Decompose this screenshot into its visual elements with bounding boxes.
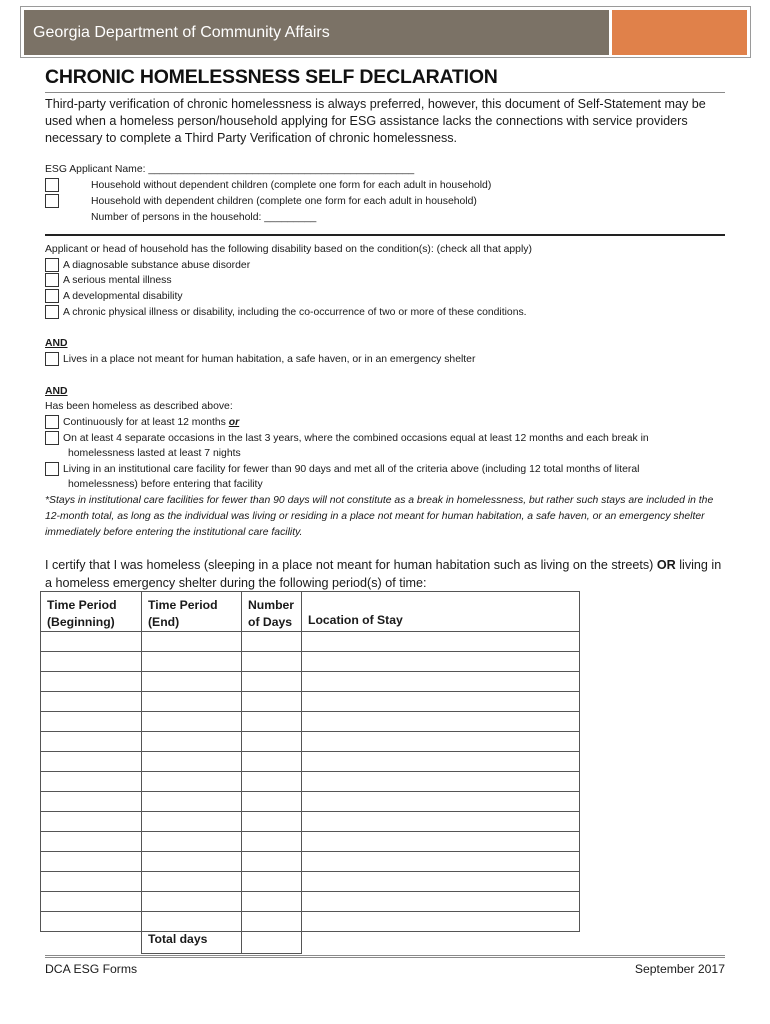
- mental-illness-checkbox[interactable]: [45, 273, 59, 287]
- location-cell[interactable]: [302, 632, 580, 652]
- four-occasions-label-line2: homelessness lasted at least 7 nights: [68, 448, 241, 459]
- days-cell[interactable]: [242, 812, 302, 832]
- days-cell[interactable]: [242, 772, 302, 792]
- end-date-cell[interactable]: [142, 832, 242, 852]
- begin-date-cell[interactable]: [41, 652, 142, 672]
- four-occasions-label-line1: On at least 4 separate occasions in the last 3 years, where the combined occasions equal at least 12 months and each break in: [63, 433, 649, 444]
- developmental-disability-label: A developmental disability: [63, 291, 183, 302]
- col-time-period-end: Time Period (End): [142, 592, 242, 632]
- total-days-label: Total days: [142, 932, 242, 954]
- table-row: [41, 712, 580, 732]
- total-days-cell[interactable]: [242, 932, 302, 954]
- end-date-cell[interactable]: [142, 632, 242, 652]
- begin-date-cell[interactable]: [41, 772, 142, 792]
- continuous-12-months-label: [63, 415, 239, 431]
- begin-date-cell[interactable]: [41, 892, 142, 912]
- homeless-periods-table: [40, 591, 580, 954]
- end-date-cell[interactable]: [142, 752, 242, 772]
- physical-illness-checkbox[interactable]: [45, 305, 59, 319]
- begin-date-cell[interactable]: [41, 912, 142, 932]
- certification-statement: [45, 556, 725, 592]
- household-with-children-label: Household with dependent children (complete one form for each adult in household): [91, 196, 477, 207]
- footer-form-name: DCA ESG Forms: [45, 962, 138, 976]
- persons-in-household-field[interactable]: Number of persons in the household: _________: [91, 212, 317, 223]
- applicant-name-field[interactable]: ESG Applicant Name: ______________________________________________: [45, 164, 415, 175]
- institutional-care-label-line2: homelessness) before entering that facility: [68, 479, 263, 490]
- table-row: [41, 692, 580, 712]
- footer-divider: [45, 955, 725, 958]
- location-cell[interactable]: [302, 852, 580, 872]
- end-date-cell[interactable]: [142, 732, 242, 752]
- end-date-cell[interactable]: [142, 672, 242, 692]
- table-row: [41, 852, 580, 872]
- header-accent-block: [612, 10, 747, 55]
- header-banner: [20, 6, 751, 58]
- household-without-children-label: Household without dependent children (complete one form for each adult in household): [91, 180, 492, 191]
- household-without-children-checkbox[interactable]: [45, 178, 59, 192]
- begin-date-cell[interactable]: [41, 832, 142, 852]
- begin-date-cell[interactable]: [41, 872, 142, 892]
- table-row: [41, 632, 580, 652]
- begin-date-cell[interactable]: [41, 812, 142, 832]
- section-divider: [45, 234, 725, 236]
- table-row: [41, 672, 580, 692]
- end-date-cell[interactable]: [142, 652, 242, 672]
- table-row: [41, 652, 580, 672]
- physical-illness-label: A chronic physical illness or disability, including the co-occurrence of two or more of these conditions.: [63, 307, 527, 318]
- col-location-of-stay: Location of Stay: [302, 592, 580, 632]
- begin-date-cell[interactable]: [41, 752, 142, 772]
- location-cell[interactable]: [302, 812, 580, 832]
- days-cell[interactable]: [242, 792, 302, 812]
- institutional-care-checkbox[interactable]: [45, 462, 59, 476]
- days-cell[interactable]: [242, 712, 302, 732]
- table-row: [41, 892, 580, 912]
- title-divider: [45, 92, 725, 93]
- days-cell[interactable]: [242, 852, 302, 872]
- days-cell[interactable]: [242, 732, 302, 752]
- days-cell[interactable]: [242, 632, 302, 652]
- location-cell[interactable]: [302, 832, 580, 852]
- household-with-children-checkbox[interactable]: [45, 194, 59, 208]
- table-row: [41, 752, 580, 772]
- table-row: [41, 912, 580, 932]
- continuous-12-months-checkbox[interactable]: [45, 415, 59, 429]
- institutional-stay-note: *Stays in institutional care facilities for fewer than 90 days will not constitute as a break in homelessness, but rather such stays are included in the 12-month total, as long as the individual was living or residing in a place not meant for human habitation, a safe haven, or an emergency shelter immediately before entering the institutional care facility.: [45, 495, 714, 538]
- agency-name: Georgia Department of Community Affairs: [24, 10, 609, 55]
- col-number-of-days: Number of Days: [242, 592, 302, 632]
- four-occasions-checkbox[interactable]: [45, 431, 59, 445]
- developmental-disability-checkbox[interactable]: [45, 289, 59, 303]
- location-cell[interactable]: [302, 872, 580, 892]
- and-heading-2: AND: [45, 386, 68, 397]
- location-cell[interactable]: [302, 912, 580, 932]
- location-cell[interactable]: [302, 672, 580, 692]
- days-cell[interactable]: [242, 912, 302, 932]
- location-cell[interactable]: [302, 752, 580, 772]
- certify-text-before: I certify that I was homeless (sleeping in a place not meant for human habitation such as living on the streets): [45, 558, 657, 572]
- and-heading-1: AND: [45, 338, 68, 349]
- location-cell[interactable]: [302, 772, 580, 792]
- begin-date-cell[interactable]: [41, 732, 142, 752]
- location-cell[interactable]: [302, 712, 580, 732]
- form-title: CHRONIC HOMELESSNESS SELF DECLARATION: [45, 66, 498, 88]
- lives-unsheltered-label: Lives in a place not meant for human habitation, a safe haven, or in an emergency shelter: [63, 354, 476, 365]
- days-cell[interactable]: [242, 872, 302, 892]
- table-row: [41, 872, 580, 892]
- end-date-cell[interactable]: [142, 772, 242, 792]
- days-cell[interactable]: [242, 652, 302, 672]
- end-date-cell[interactable]: [142, 892, 242, 912]
- substance-abuse-label: A diagnosable substance abuse disorder: [63, 260, 251, 271]
- intro-paragraph: Third-party verification of chronic homelessness is always preferred, however, this document of Self-Statement may be used when a homeless person/household applying for ESG assistance lacks the connections with service providers necessary to complete a Third Party Verification of chronic homelessness.: [45, 97, 706, 145]
- end-date-cell[interactable]: [142, 852, 242, 872]
- days-cell[interactable]: [242, 892, 302, 912]
- institutional-care-label-line1: Living in an institutional care facility for fewer than 90 days and met all of the criteria above (including 12 total months of literal: [63, 464, 640, 475]
- col-time-period-beginning: Time Period (Beginning): [41, 592, 142, 632]
- table-row: [41, 732, 580, 752]
- days-cell[interactable]: [242, 692, 302, 712]
- table-row: [41, 792, 580, 812]
- end-date-cell[interactable]: [142, 712, 242, 732]
- certify-text-after: living in a homeless emergency shelter during the following period(s) of time:: [45, 558, 722, 590]
- continuous-12-months-text: Continuously for at least 12 months: [63, 417, 226, 428]
- end-date-cell[interactable]: [142, 872, 242, 892]
- location-cell[interactable]: [302, 892, 580, 912]
- substance-abuse-checkbox[interactable]: [45, 258, 59, 272]
- end-date-cell[interactable]: [142, 692, 242, 712]
- lives-unsheltered-checkbox[interactable]: [45, 352, 59, 366]
- begin-date-cell[interactable]: [41, 852, 142, 872]
- location-cell[interactable]: [302, 692, 580, 712]
- begin-date-cell[interactable]: [41, 792, 142, 812]
- homeless-duration-lead: Has been homeless as described above:: [45, 401, 233, 412]
- or-connector: or: [228, 417, 240, 428]
- location-cell[interactable]: [302, 652, 580, 672]
- days-cell[interactable]: [242, 752, 302, 772]
- end-date-cell[interactable]: [142, 912, 242, 932]
- mental-illness-label: A serious mental illness: [63, 275, 172, 286]
- begin-date-cell[interactable]: [41, 712, 142, 732]
- certify-or: OR: [656, 558, 676, 572]
- begin-date-cell[interactable]: [41, 632, 142, 652]
- end-date-cell[interactable]: [142, 792, 242, 812]
- footer-date: September 2017: [634, 962, 725, 976]
- begin-date-cell[interactable]: [41, 692, 142, 712]
- days-cell[interactable]: [242, 672, 302, 692]
- table-row: [41, 772, 580, 792]
- disability-intro: Applicant or head of household has the following disability based on the condition(s): (check all that apply): [45, 244, 532, 255]
- location-cell[interactable]: [302, 792, 580, 812]
- table-row: [41, 812, 580, 832]
- days-cell[interactable]: [242, 832, 302, 852]
- location-cell[interactable]: [302, 732, 580, 752]
- table-row: [41, 832, 580, 852]
- end-date-cell[interactable]: [142, 812, 242, 832]
- begin-date-cell[interactable]: [41, 672, 142, 692]
